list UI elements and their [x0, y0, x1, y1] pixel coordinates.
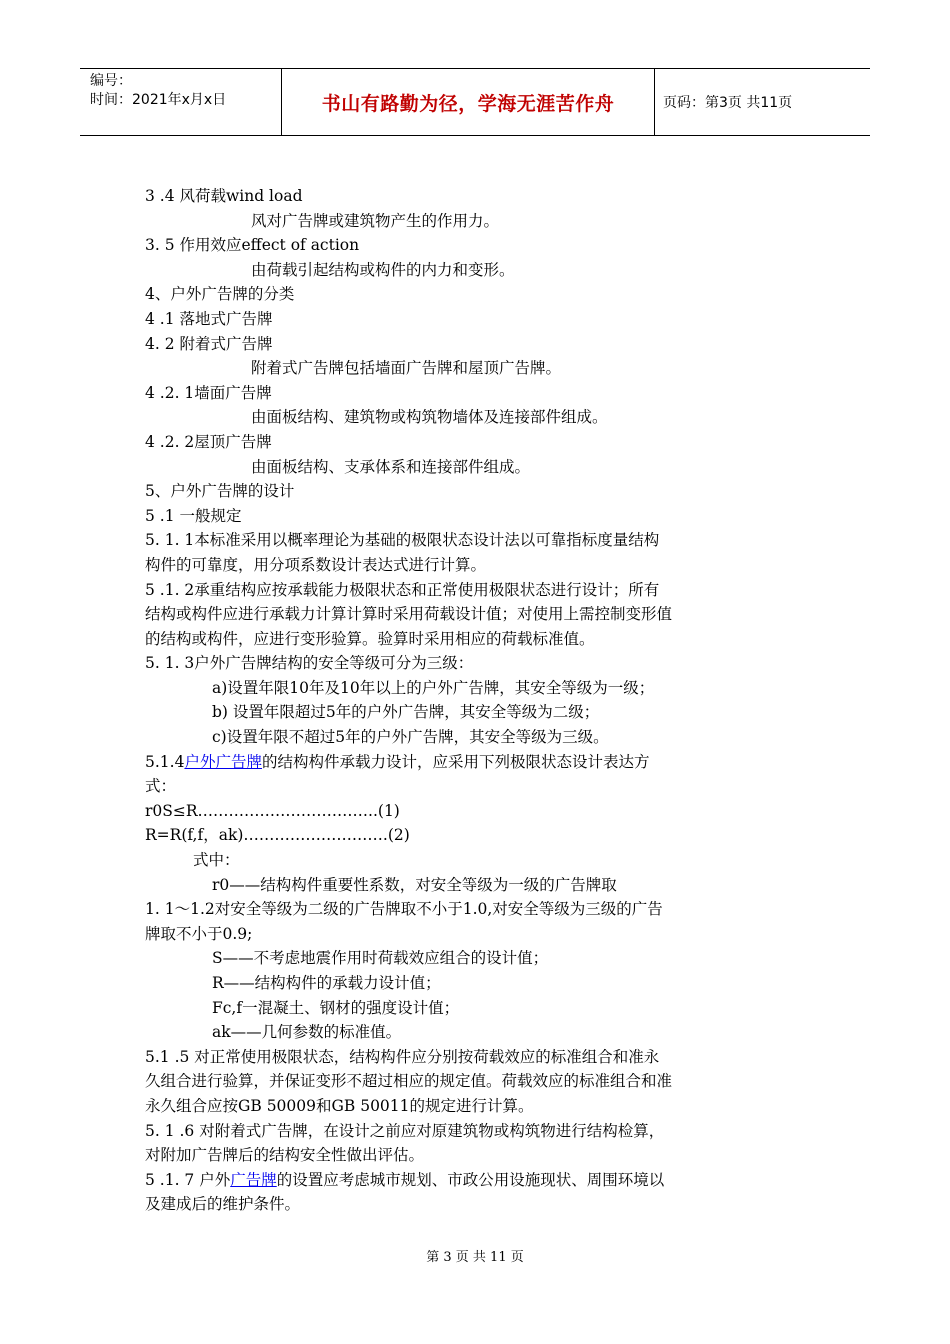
text-line: 5 .1. 2承重结构应按承载能力极限状态和正常使用极限状态进行设计；所有: [145, 580, 660, 599]
header-motto: 书山有路勤为径，学海无涯苦作舟: [282, 69, 655, 135]
text-line: 3 .4 风荷载wind load: [145, 187, 303, 205]
text-line: a)设置年限10年及10年以上的户外广告牌，其安全等级为一级；: [212, 678, 655, 697]
text-line: 4 .2. 1墙面广告牌: [145, 383, 272, 402]
text-line: [145, 750, 800, 775]
header-meta: [80, 69, 282, 135]
text-line: 结构或构件应进行承载力计算计算时采用荷载设计值；对使用上需控制变形值: [145, 605, 673, 624]
text-line: 的结构或构件，应进行变形验算。验算时采用相应的荷载标准值。: [145, 629, 595, 648]
text-line: 5.1 .5 对正常使用极限状态，结构构件应分别按荷载效应的标准组合和准永: [145, 1047, 660, 1066]
text-line: 5. 1. 3户外广告牌结构的安全等级可分为三级：: [145, 654, 474, 673]
document-date-label: 时间：2021年x月x日: [90, 92, 227, 108]
text-line: ak——几何参数的标准值。: [212, 1023, 402, 1042]
text-line: [145, 1168, 800, 1193]
text-line: 由面板结构、建筑物或构筑物墙体及连接部件组成。: [251, 408, 608, 427]
text-line: R——结构构件的承载力设计值；: [212, 974, 441, 992]
text-line: R=R(f,f，ak)……………………….(2): [145, 826, 410, 845]
text-line: 式：: [145, 777, 177, 796]
text-line: 永久组合应按GB 50009和GB 50011的规定进行计算。: [145, 1096, 534, 1115]
text-line: 对附加广告牌后的结构安全性做出评估。: [145, 1146, 425, 1165]
text-line: 由面板结构、支承体系和连接部件组成。: [251, 457, 531, 476]
page-header: [80, 68, 870, 136]
text-line: 附着式广告牌包括墙面广告牌和屋顶广告牌。: [251, 359, 562, 378]
header-page-number: 页码：第3页 共11页: [663, 95, 793, 111]
text-line: 牌取不小于0.9;: [145, 924, 253, 943]
text-line: c)设置年限不超过5年的户外广告牌，其安全等级为三级。: [212, 728, 609, 747]
document-body: [145, 184, 800, 1217]
text-line: 4、户外广告牌的分类: [145, 285, 295, 304]
text-line: 5. 1 .6 对附着式广告牌，在设计之前应对原建筑物或构筑物进行结构检算，: [145, 1121, 665, 1140]
document-number-label: 编号：: [90, 73, 132, 89]
text-line: 4 .2. 2屋顶广告牌: [145, 432, 272, 451]
text-line: 4 .1 落地式广告牌: [145, 309, 273, 328]
text-line: b) 设置年限超过5年的户外广告牌，其安全等级为二级；: [212, 703, 600, 722]
text-line: 5、户外广告牌的设计: [145, 482, 295, 501]
text-segment: 的设置应考虑城市规划、市政公用设施现状、周围环境以: [276, 1170, 665, 1189]
text-line: 风对广告牌或建筑物产生的作用力。: [251, 211, 500, 230]
hyperlink[interactable]: 广告牌: [230, 1170, 277, 1189]
text-line: 5 .1 一般规定: [145, 506, 242, 525]
text-line: 1. 1～1.2对安全等级为二级的广告牌取不小于1.0,对安全等级为三级的广告: [145, 900, 663, 919]
text-line: 3. 5 作用效应effect of action: [145, 236, 360, 255]
text-line: r0S≤R……………………………..(1): [145, 801, 400, 820]
text-line: 由荷载引起结构或构件的内力和变形。: [251, 260, 515, 279]
hyperlink[interactable]: 户外广告牌: [184, 752, 262, 771]
text-line: S——不考虑地震作用时荷载效应组合的设计值；: [212, 949, 549, 968]
text-line: 5. 1. 1本标准采用以概率理论为基础的极限状态设计法以可靠指标度量结构: [145, 531, 660, 550]
text-segment: 5.1.4: [145, 752, 185, 771]
text-line: 及建成后的维护条件。: [145, 1195, 301, 1214]
text-line: Fc,f一混凝土、钢材的强度设计值；: [212, 998, 460, 1017]
text-segment: 的结构构件承载力设计，应采用下列极限状态设计表达方: [261, 752, 650, 771]
text-line: 久组合进行验算，并保证变形不超过相应的规定值。荷载效应的标准组合和准: [145, 1072, 673, 1091]
text-line: 式中：: [193, 851, 240, 870]
text-line: r0——结构构件重要性系数，对安全等级为一级的广告牌取: [212, 875, 617, 894]
text-line: 4. 2 附着式广告牌: [145, 334, 273, 353]
text-line: 构件的可靠度，用分项系数设计表达式进行计算。: [145, 555, 487, 574]
text-segment: 5 .1. 7 户外: [145, 1170, 231, 1189]
page-footer: 第 3 页 共 11 页: [426, 1250, 524, 1265]
